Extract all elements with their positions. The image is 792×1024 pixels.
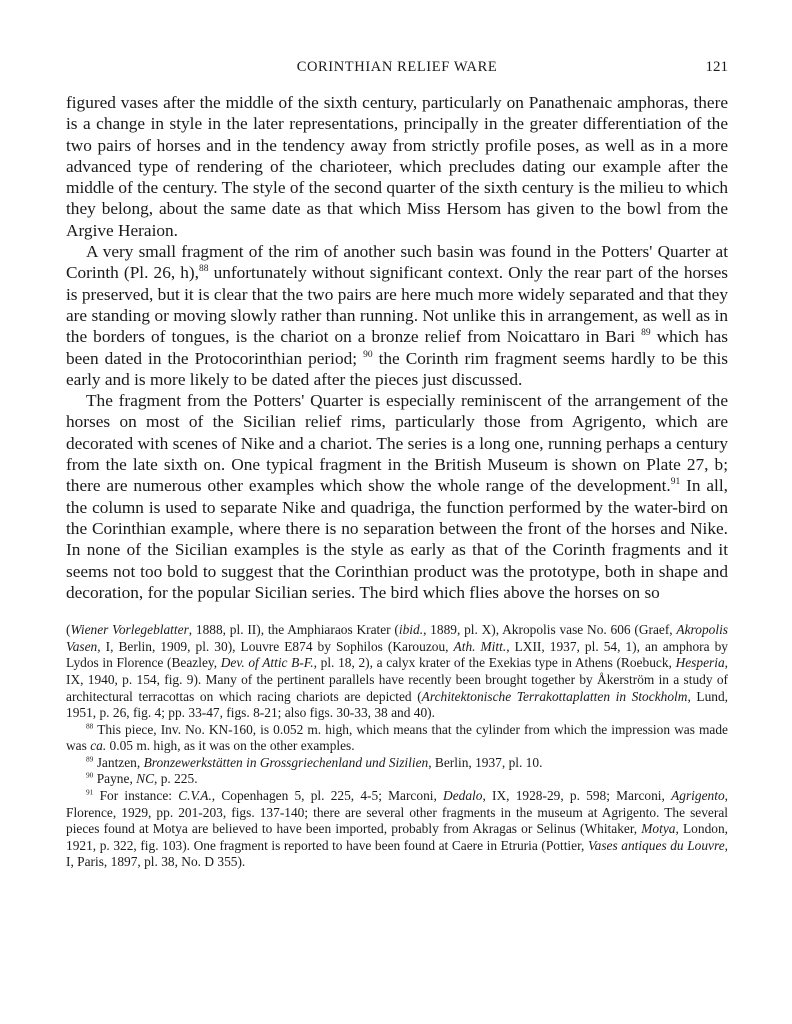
citation-text-2: , 1888, pl. II), the Amphiaraos Krater ( <box>188 622 399 638</box>
citation-text-2: , Berlin, 1937, pl. 10. <box>428 754 543 770</box>
paragraph-2-text-b: unfortunately without significant context. Only the rear part of the horses is preserved, but it is clear that the two pairs are here much more widely separated and that they are standing or moving slowly rather than running. Not unlike this in arrangement, as well as in the borders of tongues, is the chariot on a bronze relief from Noicattaro in Bari <box>66 263 728 347</box>
citation-title-5: Agrigento <box>671 788 725 804</box>
paragraph-1-text: figured vases after the middle of the sixth century, particularly on Panathenaic amphoras, there is a change in style in the later representations, principally in the greater differentiation of the two pairs of horses and in the tendency away from strictly profile poses, as well as in a more advanced type of rendering of the charioteer, which precludes dating our example after the middle of the century. The style of the second quarter of the sixth century is the milieu to which they belong, about the same date as that which Miss Hersom has given to the bowl from the Argive Heraion. <box>66 93 728 240</box>
paragraph-2-text-c: which has been dated in the Protocorinthian period; <box>66 327 728 368</box>
citation-text-0: This piece, Inv. No. KN-160, is 0.052 m. high, which means that the cylinder from which the impression was made was <box>66 721 728 754</box>
citation-text-0: Jantzen, <box>96 754 144 770</box>
citation-title-7: Ath. Mitt. <box>453 638 507 654</box>
citation-title-1: NC <box>136 771 155 787</box>
footnote-91 <box>66 788 728 871</box>
citation-title-3: Dedalo <box>443 788 483 804</box>
footnote-ref-90[interactable]: 90 <box>363 349 373 360</box>
citation-title-3: ibid. <box>398 622 424 638</box>
footnote-91-number: 91 <box>86 787 94 797</box>
citation-text-0: For instance: <box>99 788 179 804</box>
paragraph-3-text-b: In all, the column is used to separate Nike and quadriga, the function performed by the water-bird on the Corinthian example, where there is no separation between the front of the horses and Nike. In none of the Sicilian examples is the style as early as that of the Corinth fragments and it seems not too bold to suggest that the Corinthian product was the prototype, both in shape and decoration, for the popular Sicilian series. The bird which flies above the horses on so <box>66 476 728 602</box>
running-header <box>66 58 728 82</box>
citation-text-6: , Florence, 1929, pp. 201-203, figs. 137-140; there are several other fragments in the museum at Agrigento. The several pieces found at Motya are believed to have been imported, probably from Akragas or Selinus (Whitaker, <box>66 788 728 837</box>
citation-title-11: Hesperia <box>675 655 725 671</box>
footnote-88-text <box>66 722 728 754</box>
citation-title-1: Bronzewerkstätten in Grossgriechenland und Sizilien <box>143 754 429 770</box>
footnote-88 <box>66 722 728 755</box>
citation-text-8: , London, 1921, p. 322, fig. 103). One fragment is reported to have been found at Caere in Etruria (Pottier, <box>66 821 729 853</box>
paragraph-3 <box>66 390 728 603</box>
citation-text-6: , I, Berlin, 1909, pl. 30), Louvre E874 by Sophilos (Karouzou, <box>97 638 454 654</box>
citation-text-2: , Copenhagen 5, pl. 225, 4-5; Marconi, <box>211 788 444 804</box>
footnote-89-number: 89 <box>86 754 94 764</box>
footnote-91-text <box>66 788 728 869</box>
citation-text-0: ( <box>66 622 71 638</box>
running-title: CORINTHIAN RELIEF WARE <box>296 59 498 75</box>
citation-text-12: , IX, 1940, p. 154, fig. 9). Many of the pertinent parallels have recently been brought together by Åkerström in a study of architectural terracottas on which racing chariots are depicted ( <box>66 655 729 704</box>
footnote-ref-88[interactable]: 88 <box>199 264 209 275</box>
page-number: 121 <box>705 59 728 75</box>
paragraph-3-text-a: The fragment from the Potters' Quarter is especially reminiscent of the arrangement of the horses on most of the Sicilian relief rims, particularly those from Agrigento, which are decorated with scenes of Nike and a chariot. The series is a long one, running perhaps a century from the late sixth on. One typical fragment in the British Museum is shown on Plate 27, b; there are numerous other examples which show the whole range of the development. <box>66 391 728 496</box>
footnote-ref-91[interactable]: 91 <box>670 477 681 488</box>
citation-title-1: ca. <box>90 738 107 754</box>
footnote-90-number: 90 <box>86 770 94 780</box>
footnote-continuation-runs <box>66 622 728 720</box>
footnote-continuation <box>66 622 728 722</box>
footnote-90-text <box>97 771 198 786</box>
citation-text-14: , Lund, 1951, p. 26, fig. 4; pp. 33-47, figs. 8-21; also figs. 30-33, 38 and 40). <box>66 688 729 721</box>
citation-text-4: , 1889, pl. X), Akropolis vase No. 606 (Graef, <box>423 622 677 638</box>
citation-title-9: Vases antiques du Louvre <box>587 837 725 853</box>
citation-text-10: , pl. 18, 2), a calyx krater of the Exekias type in Athens (Roebuck, <box>313 655 676 671</box>
main-text <box>66 92 728 603</box>
paragraph-2-text-d: the Corinth rim fragment seems hardly to be this early and is more likely to be dated after the pieces just discussed. <box>66 348 729 389</box>
citation-text-4: , IX, 1928-29, p. 598; Marconi, <box>482 788 672 804</box>
citation-title-1: Wiener Vorlegeblatter <box>70 622 189 638</box>
footnote-89-text <box>97 755 543 770</box>
footnote-90 <box>66 771 728 788</box>
paragraph-2 <box>66 241 728 390</box>
footnote-88-number: 88 <box>86 721 94 731</box>
citation-title-1: C.V.A. <box>178 788 212 804</box>
citation-title-5: Akropolis Vasen <box>66 622 728 654</box>
paragraph-1 <box>66 92 728 241</box>
footnote-89 <box>66 755 728 772</box>
citation-title-7: Motya <box>641 821 676 837</box>
footnote-ref-89[interactable]: 89 <box>641 328 651 339</box>
page <box>66 58 728 871</box>
citation-text-8: , LXII, 1937, pl. 54, 1), an amphora by Lydos in Florence (Beazley, <box>66 638 728 671</box>
paragraph-2-text-a: A very small fragment of the rim of another such basin was found in the Potters' Quarter at Corinth (Pl. 26, h), <box>66 242 728 283</box>
citation-text-2: 0.05 m. high, as it was on the other examples. <box>106 738 355 754</box>
citation-text-10: , I, Paris, 1897, pl. 38, No. D 355). <box>66 837 729 870</box>
citation-text-2: , p. 225. <box>154 771 198 787</box>
citation-title-9: Dev. of Attic B-F. <box>220 655 314 671</box>
citation-title-13: Architektonische Terrakottaplatten in Stockholm <box>421 688 688 704</box>
footnotes <box>66 622 728 871</box>
citation-text-0: Payne, <box>96 771 137 787</box>
